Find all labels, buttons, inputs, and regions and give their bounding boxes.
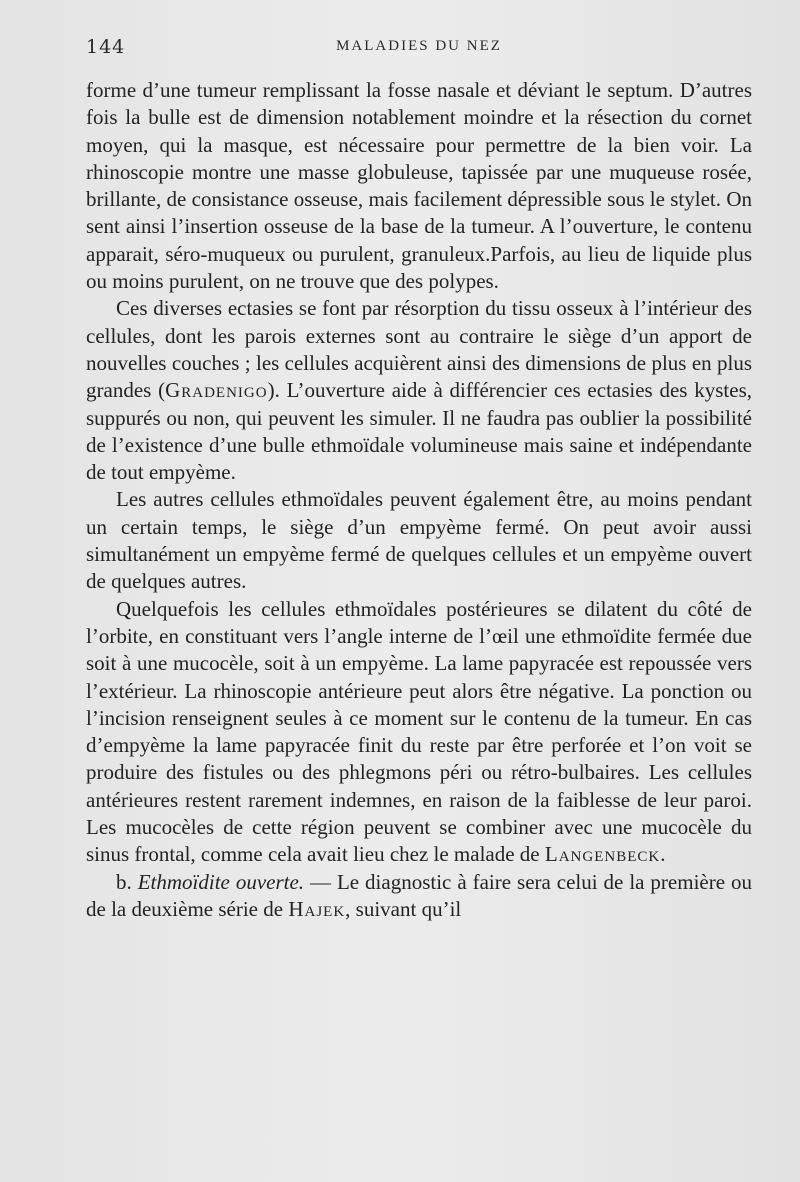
paragraph: [86, 295, 752, 486]
author-name: Gradenigo: [165, 378, 268, 403]
text-run: b.: [116, 869, 138, 894]
paragraph: [86, 486, 752, 595]
paragraph: [86, 77, 752, 295]
page-number: 144: [86, 36, 126, 58]
section-heading: Ethmoïdite ouverte.: [137, 869, 305, 894]
author-name: Langenbeck: [544, 842, 661, 867]
text-run: ). L’ouverture aide à différencier ces ectasies des kystes, suppurés ou non, qui peuvent les simuler. Il ne faudra pas oublier la possibilité de l’existence d’une bulle ethmoïdale volumineuse mais saine et indépendante de tout empyème.: [86, 378, 752, 485]
paragraph: [86, 596, 752, 869]
page-header: [86, 36, 752, 60]
text-run: Ces diverses ectasies se font par résorption du tissu osseux à l’intérieur des cellules, dont les parois externes sont au contraire le siège d’un apport de nouvelles couches ; les cellules acquièrent ainsi des dimensions de plus en plus grandes (: [86, 296, 752, 403]
author-name: Hajek: [288, 896, 346, 921]
text-run: — Le diagnostic à faire sera celui de la première ou de la deuxième série de: [86, 869, 753, 921]
running-title: MALADIES DU NEZ: [336, 38, 502, 54]
text-run: forme d’une tumeur remplissant la fosse nasale et déviant le septum. D’autres fois la bulle est de dimension notablement moindre et la résection du cornet moyen, qui la masque, est nécessaire pour permettre de la bien voir. La rhinoscopie montre une masse globuleuse, tapissée par une muqueuse rosée, brillante, de consistance osseuse, mais facilement dépressible sous le stylet. On sent ainsi l’insertion osseuse de la base de la tumeur. A l’ouverture, le contenu apparait, séro-muqueux ou purulent, granuleux.Parfois, au lieu de liquide plus ou moins purulent, on ne trouve que des polypes.: [86, 78, 752, 294]
body-text: [86, 77, 752, 923]
text-run: , suivant qu’il: [345, 896, 462, 921]
text-run: Quelquefois les cellules ethmoïdales postérieures se dilatent du côté de l’orbite, en constituant vers l’angle interne de l’œil une ethmoïdite fermée due soit à une mucocèle, soit à un empyème. La lame papyracée est repoussée vers l’extérieur. La rhinoscopie antérieure peut alors être négative. La ponction ou l’incision renseignent seules à ce moment sur le contenu de la tumeur. En cas d’empyème la lame papyracée finit du reste par être perforée et l’on voit se produire des fistules ou des phlegmons péri ou rétro-bulbaires. Les cellules antérieures restent rarement indemnes, en raison de la faiblesse de leur paroi. Les mucocèles de cette région peuvent se combiner avec une mucocèle du sinus frontal, comme cela avait lieu chez le malade de: [86, 596, 752, 867]
paragraph: [86, 869, 752, 924]
text-run: Les autres cellules ethmoïdales peuvent également être, au moins pendant un certain temps, le siège d’un empyème fermé. On peut avoir aussi simultanément un empyème fermé de quelques cellules et un empyème ouvert de quelques autres.: [86, 487, 752, 594]
text-run: .: [660, 842, 666, 867]
